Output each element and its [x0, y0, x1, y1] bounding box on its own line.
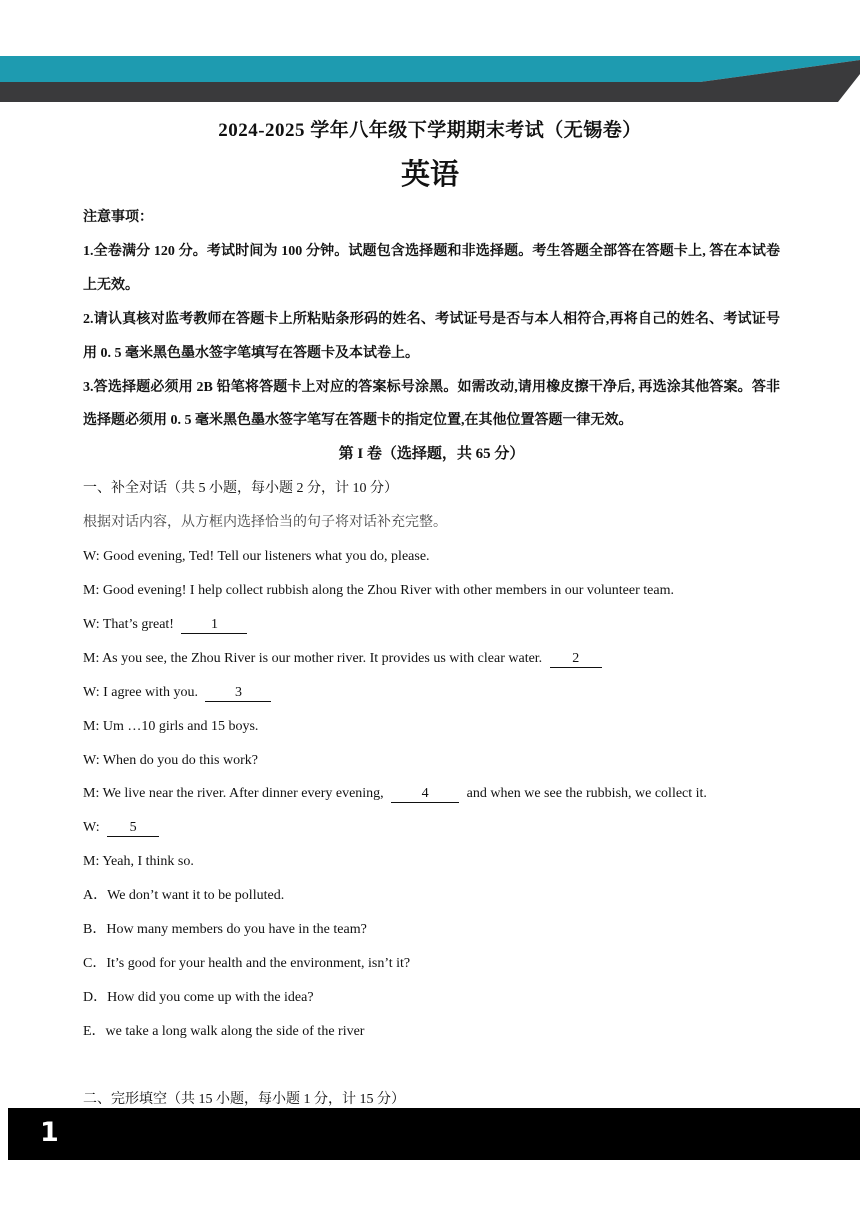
- option-item: D．How did you come up with the idea?: [83, 989, 314, 1005]
- answer-blank: 1: [181, 617, 247, 634]
- answer-blank: 4: [391, 786, 459, 803]
- section1-instruction: 根据对话内容，从方框内选择恰当的句子将对话补充完整。: [83, 515, 447, 531]
- exam-content: [83, 201, 780, 1117]
- option-item: E．we take a long walk along the side of the river: [83, 1023, 365, 1039]
- spacer: [83, 1049, 780, 1083]
- page-number: 1: [40, 1117, 59, 1148]
- dialogue-line: M: Um …10 girls and 15 boys.: [83, 718, 259, 734]
- option-item: B．How many members do you have in the team?: [83, 922, 367, 938]
- answer-blank: 5: [107, 820, 159, 837]
- header-banner: [0, 56, 860, 102]
- note-item: 1.全卷满分 120 分。考试时间为 100 分钟。试题包含选择题和非选择题。考生答题全部答在答题卡上, 答在本试卷上无效。: [83, 243, 780, 293]
- dialogue-line: M: As you see, the Zhou River is our mother river. It provides us with clear water. 2: [83, 642, 780, 676]
- part1-title: 第 I 卷（选择题，共 65 分）: [338, 446, 525, 463]
- dialogue-line: M: Yeah, I think so.: [83, 854, 194, 870]
- dialogue-line: W: When do you do this work?: [83, 752, 258, 768]
- answer-blank: 3: [205, 685, 271, 702]
- dialogue-line: M: We live near the river. After dinner every evening, 4 and when we see the rubbish, we collect it.: [83, 786, 707, 802]
- answer-blank: 2: [550, 651, 602, 668]
- footer-bar: [8, 1108, 860, 1160]
- dialogue-line: W: I agree with you. 3: [83, 676, 780, 710]
- note-item: 2.请认真核对监考教师在答题卡上所粘贴条形码的姓名、考试证号是否与本人相符合,再将自己的姓名、考试证号用 0. 5 毫米黑色墨水签字笔填写在答题卡及本试卷上。: [83, 311, 780, 361]
- dialogue-line: M: Good evening! I help collect rubbish along the Zhou River with other members in our volunteer team.: [83, 582, 674, 598]
- notes-heading: 注意事项：: [83, 210, 153, 225]
- exam-subject: 英语: [400, 157, 459, 191]
- exam-title: 2024-2025 学年八年级下学期期末考试（无锡卷）: [218, 120, 642, 141]
- note-item: 3.答选择题必须用 2B 铅笔将答题卡上对应的答案标号涂黑。如需改动,请用橡皮擦干净后, 再选涂其他答案。答非选择题必须用 0. 5 毫米黑色墨水签字笔写在答题卡的指定位置,在其他位置答题一律无效。: [83, 379, 780, 429]
- section1-heading: 一、补全对话（共 5 小题，每小题 2 分，计 10 分）: [83, 481, 398, 497]
- dialogue-line: W: 5: [83, 811, 780, 845]
- dialogue-line: W: That’s great! 1: [83, 608, 780, 642]
- option-item: C．It’s good for your health and the environment, isn’t it?: [83, 955, 411, 971]
- dialogue-line: W: Good evening, Ted! Tell our listeners what you do, please.: [83, 549, 430, 565]
- option-item: A．We don’t want it to be polluted.: [83, 888, 285, 904]
- section2-heading: 二、完形填空（共 15 小题，每小题 1 分，计 15 分）: [83, 1091, 405, 1107]
